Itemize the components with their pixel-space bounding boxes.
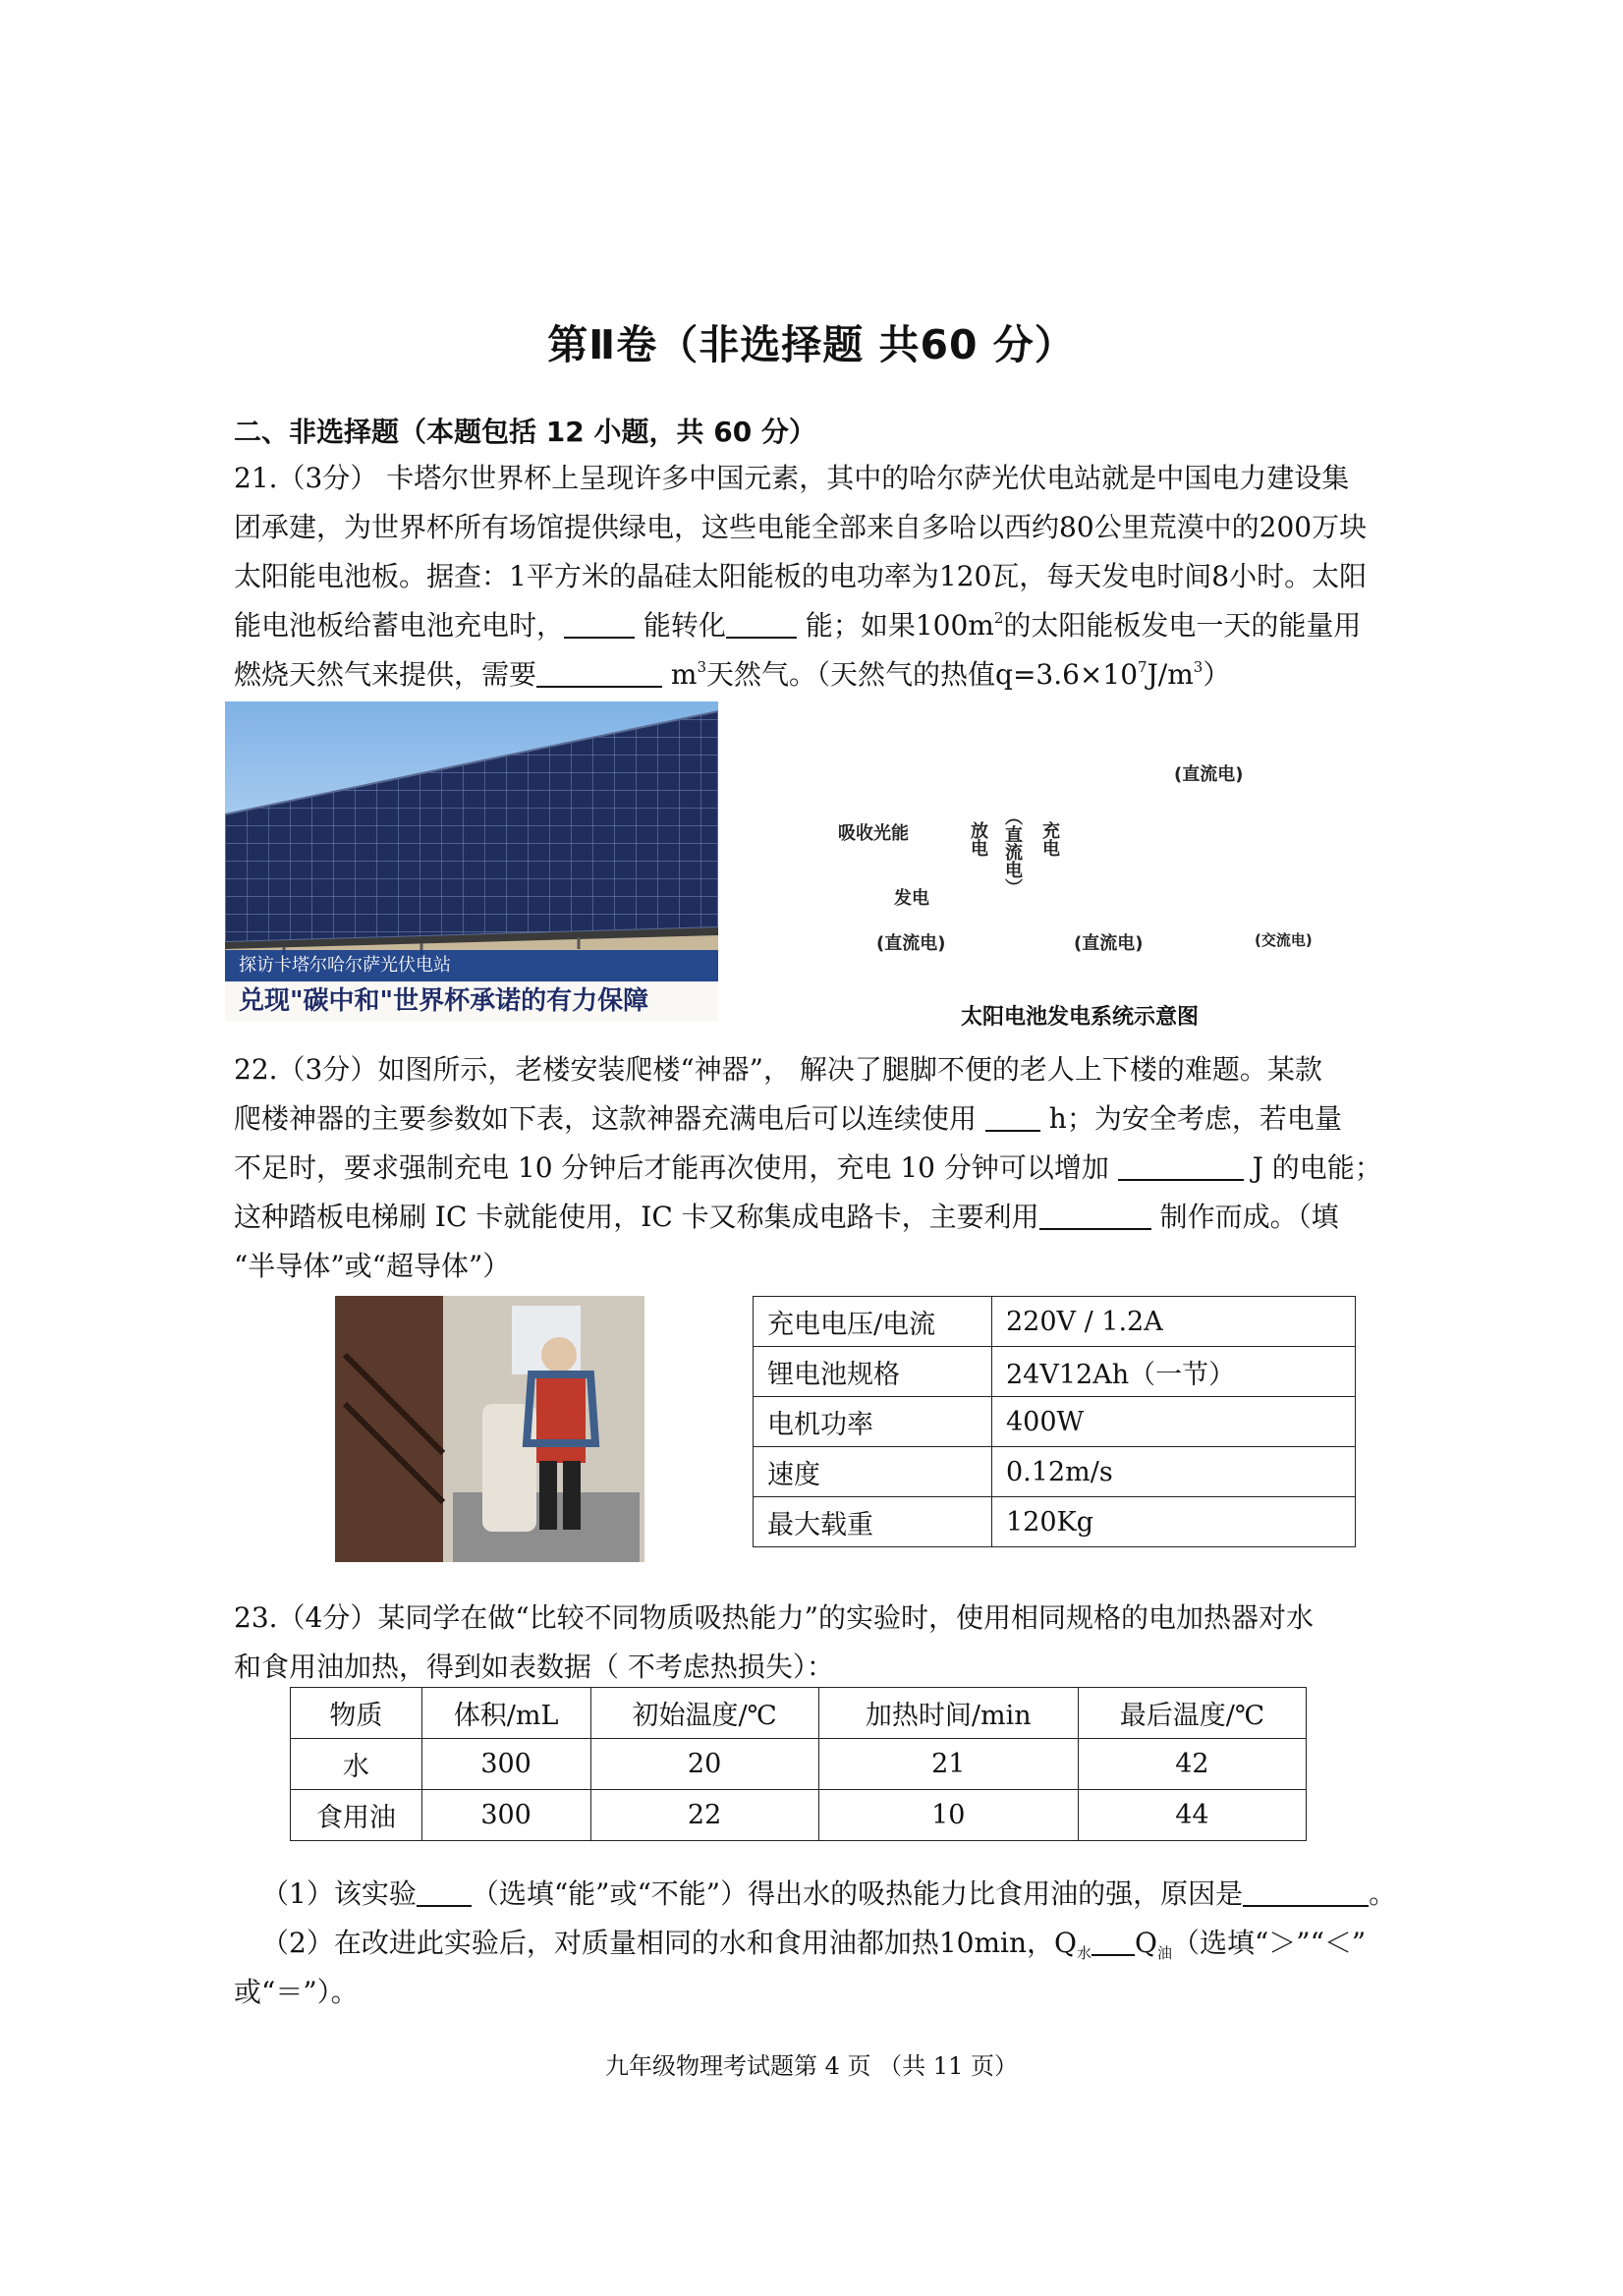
table-row [754, 1397, 1356, 1447]
section-heading: 二、非选择题（本题包括 12 小题，共 60 分） [234, 416, 816, 448]
answer-blank[interactable] [564, 607, 635, 639]
question-23-parts [234, 1870, 1403, 2017]
q21-line-3: 太阳能电池板。据查：1平方米的晶硅太阳能板的电功率为120瓦，每天发电时间8小时。太阳 [234, 560, 1368, 592]
stair-lift-spec-table [753, 1296, 1356, 1547]
table-cell: 食用油 [291, 1790, 422, 1841]
diagram-label-ac: (交流电) [1255, 931, 1313, 949]
q21-line-1: 21.（3分） 卡塔尔世界杯上呈现许多中国元素，其中的哈尔萨光伏电站就是中国电力建设集 [234, 462, 1350, 494]
answer-blank[interactable] [1039, 1199, 1151, 1230]
text: 能；如果100m [796, 609, 994, 642]
superscript: 3 [697, 658, 707, 676]
spec-value: 0.12m/s [992, 1447, 1356, 1497]
spec-value: 120Kg [992, 1497, 1356, 1547]
diagram-label-discharge: 放电 [968, 821, 988, 857]
table-cell: 水 [291, 1739, 422, 1790]
question-21 [234, 454, 1403, 700]
answer-blank[interactable] [1118, 1149, 1244, 1181]
text: h；为安全考虑，若电量 [1039, 1102, 1342, 1135]
answer-blank[interactable] [417, 1876, 472, 1907]
table-cell: 22 [590, 1790, 818, 1841]
text: J/m [1147, 658, 1194, 691]
answer-blank[interactable] [536, 656, 662, 688]
photo-caption-top: 探访卡塔尔哈尔萨光伏电站 [225, 950, 718, 981]
q23-part-2-cont: 或“＝”）。 [234, 1976, 359, 2008]
answer-blank[interactable] [985, 1100, 1040, 1132]
table-cell: 21 [818, 1739, 1078, 1790]
superscript: 2 [993, 609, 1004, 627]
table-cell: 300 [421, 1790, 590, 1841]
q21-line-2: 团承建，为世界杯所有场馆提供绿电，这些电能全部来自多哈以西约80公里荒漠中的200万块 [234, 511, 1368, 543]
q22-line-3 [234, 1144, 1403, 1193]
stair-lift-photo [335, 1296, 644, 1562]
table-cell: 20 [590, 1739, 818, 1790]
column-header: 最后温度/℃ [1078, 1688, 1306, 1739]
table-row [754, 1447, 1356, 1497]
question-22 [234, 1045, 1403, 1291]
solar-panel-photo [225, 701, 718, 1021]
diagram-label-generate: 发电 [894, 888, 929, 909]
diagram-label-dc-left: (直流电) [876, 933, 946, 954]
text: Q [1134, 1927, 1157, 1959]
text: J 的电能； [1243, 1151, 1382, 1184]
stair-lift-graphic [335, 1296, 644, 1562]
q22-line-4 [234, 1193, 1403, 1242]
text: 燃烧天然气来提供，需要 [234, 658, 537, 691]
diagram-label-absorb: 吸收光能 [838, 823, 909, 844]
diagram-label-dc-vertical: （直流电） [1002, 808, 1023, 896]
column-header: 体积/mL [421, 1688, 590, 1739]
diagram-label-dc-top: (直流电) [1174, 764, 1244, 785]
spec-label: 充电电压/电流 [754, 1297, 992, 1347]
spec-label: 速度 [754, 1447, 992, 1497]
page-title: 第Ⅱ卷（非选择题 共60 分） [547, 321, 1076, 368]
text: （1）该实验 [261, 1877, 417, 1910]
spec-value: 400W [992, 1397, 1356, 1447]
text: 制作而成。（填 [1150, 1201, 1339, 1233]
question-23 [234, 1594, 1403, 1692]
diagram-caption: 太阳电池发电系统示意图 [961, 1005, 1200, 1030]
diagram-label-dc-mid: (直流电) [1074, 933, 1144, 954]
page-footer: 九年级物理考试题第 4 页 （共 11 页） [605, 2052, 1018, 2080]
table-cell: 44 [1078, 1790, 1306, 1841]
q23-line-1: 23.（4分）某同学在做“比较不同物质吸热能力”的实验时，使用相同规格的电加热器对水 [234, 1601, 1314, 1634]
q21-line-5 [234, 650, 1403, 700]
text: m [662, 658, 698, 691]
text: 这种踏板电梯刷 IC 卡就能使用，IC 卡又称集成电路卡，主要利用 [234, 1201, 1039, 1233]
text: （选填“＞”“＜” [1171, 1927, 1367, 1959]
q21-line-4 [234, 601, 1403, 650]
text: 爬楼神器的主要参数如下表，这款神器充满电后可以连续使用 [234, 1102, 985, 1135]
spec-label: 最大载重 [754, 1497, 992, 1547]
spec-value: 24V12Ah（一节） [992, 1347, 1356, 1397]
table-header-row [291, 1688, 1307, 1739]
subscript: 水 [1076, 1944, 1091, 1962]
table-cell: 300 [421, 1739, 590, 1790]
column-header: 加热时间/min [818, 1688, 1078, 1739]
table-cell: 10 [818, 1790, 1078, 1841]
table-row [291, 1739, 1307, 1790]
column-header: 初始温度/℃ [590, 1688, 818, 1739]
table-cell: 42 [1078, 1739, 1306, 1790]
q22-line-5: “半导体”或“超导体”） [234, 1250, 511, 1282]
text: （2）在改进此实验后，对质量相同的水和食用油都加热10min，Q [261, 1927, 1077, 1959]
text: 。 [1369, 1877, 1397, 1910]
table-row [754, 1497, 1356, 1547]
text: 能电池板给蓄电池充电时， [234, 609, 565, 642]
superscript: 3 [1193, 658, 1203, 676]
subscript: 油 [1156, 1944, 1172, 1962]
q22-line-2 [234, 1094, 1403, 1144]
answer-blank[interactable] [726, 607, 797, 639]
table-row [291, 1790, 1307, 1841]
answer-blank[interactable] [1243, 1876, 1369, 1907]
photo-caption-bottom: 兑现"碳中和"世界杯承诺的有力保障 [225, 981, 718, 1021]
table-row [754, 1297, 1356, 1347]
text: 的太阳能板发电一天的能量用 [1003, 609, 1362, 642]
text: 天然气。（天然气的热值q=3.6×10 [706, 658, 1139, 691]
answer-blank[interactable] [1091, 1925, 1135, 1956]
text: ） [1203, 658, 1231, 691]
diagram-label-charge: 充电 [1039, 821, 1060, 857]
q23-line-2: 和食用油加热，得到如表数据（ 不考虑热损失）： [234, 1651, 834, 1683]
q23-part-1 [234, 1870, 1403, 1919]
q22-line-1: 22.（3分）如图所示，老楼安装爬楼“神器”， 解决了腿脚不便的老人上下楼的难题。某款 [234, 1053, 1322, 1086]
superscript: 7 [1138, 658, 1147, 676]
table-row [754, 1347, 1356, 1397]
text: 能转化 [635, 609, 726, 642]
column-header: 物质 [291, 1688, 422, 1739]
q23-part-2 [234, 1919, 1403, 1968]
text: （选填“能”或“不能”）得出水的吸热能力比食用油的强，原因是 [471, 1877, 1244, 1910]
spec-label: 锂电池规格 [754, 1347, 992, 1397]
text: 不足时，要求强制充电 10 分钟后才能再次使用，充电 10 分钟可以增加 [234, 1151, 1118, 1184]
spec-label: 电机功率 [754, 1397, 992, 1447]
heating-data-table [290, 1687, 1307, 1841]
spec-value: 220V / 1.2A [992, 1297, 1356, 1347]
